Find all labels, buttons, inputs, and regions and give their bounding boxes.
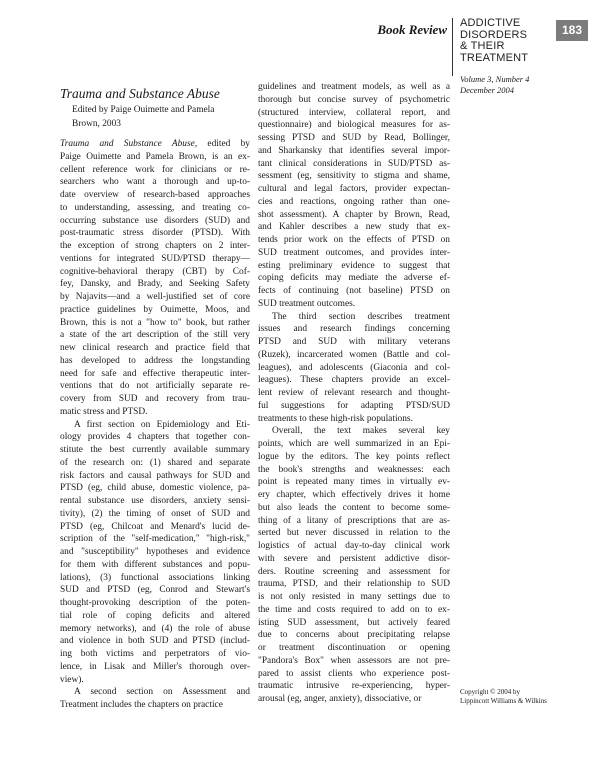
text-line: stitute the best currently available summary xyxy=(60,445,250,455)
text-line: cellent reference work for clinicians or re- xyxy=(60,164,250,175)
journal-title-line: ADDICTIVE xyxy=(460,17,521,29)
text-line: searchers who want a thorough and up-to- xyxy=(60,177,250,188)
editors-line: Brown, 2003 xyxy=(72,119,121,129)
copyright-notice xyxy=(460,688,570,706)
copyright-line: Copyright © 2004 by xyxy=(460,688,520,696)
issue-volume: Volume 3, Number 4 xyxy=(460,74,530,84)
text-line: a state of the art description of the still very xyxy=(60,330,250,341)
text-line: Brown, this is not a "how to" book, but rather xyxy=(60,317,250,328)
text-line: or treatment discontinuation or opening xyxy=(258,643,450,653)
text-line: ful suggestions for adapting PTSD/SUD xyxy=(258,400,450,411)
text-line: Overall, the text makes several key xyxy=(272,426,450,437)
text-line: tant clinical considerations in SUD/PTSD as- xyxy=(258,158,450,169)
text-line: Treatment includes the chapters on practice xyxy=(60,700,223,710)
text-line: A second section on Assessment and xyxy=(74,687,250,698)
header-rule xyxy=(452,18,453,76)
issue-date: December 2004 xyxy=(460,84,515,95)
text-line: date overview of research-based approaches xyxy=(60,190,250,200)
text-line: for them with different substances and popu- xyxy=(60,559,250,570)
text-line: SUD and PTSD (eg, Conrod and Stewart's xyxy=(60,585,250,596)
text-line: PTSD and SUD with military veterans xyxy=(258,337,450,347)
text-line: and violence in both SUD and PTSD (includ- xyxy=(60,636,250,647)
text-line: to understanding, assessing, and treating co- xyxy=(60,202,250,213)
text-line: (structured interview, collateral report, and xyxy=(258,107,450,118)
text-line: is not only resisted in many settings due to xyxy=(258,592,450,602)
text-line: PTSD (eg, Chilcoat and Menard's lucid de- xyxy=(60,521,250,532)
text-line: Trauma and Substance Abuse, edited by xyxy=(60,139,250,149)
text-line: thing of a litany of prescriptions that are as- xyxy=(258,515,450,526)
text-line: The third section describes treatment xyxy=(272,311,450,322)
text-line: by Najavits—and a well-justified set of core xyxy=(60,292,250,302)
text-line: lations), (3) functional associations linking xyxy=(60,572,250,583)
text-line: serted but never discussed in relation to the xyxy=(258,528,450,539)
text-line: practice guidelines by Ouimette, Moos, and xyxy=(60,304,250,315)
text-line: but also leads the content to become some- xyxy=(258,502,450,513)
text-line: need for safe and effective therapeutic inter- xyxy=(60,368,250,379)
text-line: Paige Ouimette and Pamela Brown, is an ex- xyxy=(60,151,250,162)
text-line: A first section on Epidemiology and Eti- xyxy=(74,419,250,430)
text-line: logue by the editors. The key points reflect xyxy=(258,451,450,462)
text-line: fects of continuing (not baseline) PTSD on xyxy=(258,286,450,296)
text-line: ventions for integrated SUD/PTSD therapy— xyxy=(60,253,250,264)
text-line: thought-provoking description of the poten- xyxy=(60,598,250,608)
book-title-inline: Trauma and Substance Abuse xyxy=(60,139,195,149)
text-line: tivity), (2) the timing of onset of SUD and xyxy=(60,508,250,519)
copyright-line: Lippincott Williams & Wilkins xyxy=(460,697,547,705)
article-title: Trauma and Substance Abuse xyxy=(60,86,220,101)
journal-title xyxy=(460,18,550,64)
text-line: ing both victims and perpetrators of vio- xyxy=(60,649,250,659)
journal-title-line: TREATMENT xyxy=(460,51,529,64)
text-line: the exception of strong chapters on 2 inter- xyxy=(60,241,250,251)
text-line: memory networks), and (4) the role of abuse xyxy=(60,623,250,634)
section-heading: Book Review xyxy=(377,22,447,37)
text-line: fey, Dansky, and Brady, and Seeking Safety xyxy=(60,279,250,290)
issue-info xyxy=(460,74,560,95)
text-line: sessment (eg, sensitivity to stigma and shame, xyxy=(258,171,450,182)
text-line: and Sharkansky that identifies several impor- xyxy=(258,145,450,156)
text-line: and "susceptibility" hypotheses and evidence xyxy=(60,547,250,557)
text-line: isting SUD assessment, but actively feared xyxy=(258,617,450,628)
text-line: points, which are well summarized in an Epi- xyxy=(258,439,450,449)
text-line: cognitive-behavioral therapy (CBT) by Cof- xyxy=(60,266,250,277)
text-line: shot assessment). A chapter by Brown, Read, xyxy=(258,209,450,220)
journal-title-line: DISORDERS xyxy=(460,28,528,41)
text-line: leagues). These chapters provide an excel- xyxy=(258,375,450,386)
text-line: the time and costs required to add on to ex- xyxy=(258,604,450,615)
article-editors xyxy=(72,103,252,131)
text-line: point is repeated many times in virtually ev- xyxy=(258,477,450,488)
text-line: esting preliminary evidence to suggest that xyxy=(258,260,450,271)
text-line: new clinical research and practice field that xyxy=(60,343,250,353)
text-line: occurring substance use disorders (SUD) and xyxy=(60,215,250,226)
text-line: logistics of actual day-to-day clinical work xyxy=(258,541,450,551)
text-line: coping deficits may mediate the adverse ef- xyxy=(258,273,450,284)
text-line: rental substance use disorders, anxiety sensi- xyxy=(60,496,250,506)
text-line: lent review of relevant research and thought- xyxy=(258,388,450,398)
text-line: and Kahler describes a new study that ex- xyxy=(258,222,450,233)
text-line: ology provides 4 chapters that together con- xyxy=(60,432,250,443)
text-line: pared to assist clients who experience post- xyxy=(258,668,450,679)
text-line: cultural and legal factors, provider expectan- xyxy=(258,184,450,194)
text-line: issues and research findings concerning xyxy=(258,324,450,335)
text-line: tial role of coping deficits and altered xyxy=(60,610,250,621)
text-line: view). xyxy=(60,674,84,685)
text-line: PTSD (eg, child abuse, domestic violence, pa- xyxy=(60,483,250,494)
text-line: covery from SUD and recovery from trau- xyxy=(60,394,250,404)
text-line: thorough but concise survey of psychometric xyxy=(258,94,450,105)
text-line: ery chapter, which effectively drives it home xyxy=(258,490,450,500)
text-line: of the research on: (1) shared and separate xyxy=(60,457,250,468)
editors-line: Edited by Paige Ouimette and Pamela xyxy=(72,105,215,115)
text-line: sessing PTSD and SUD by Read, Bollinger, xyxy=(258,133,450,143)
text-line: has developed to address the longstanding xyxy=(60,355,250,366)
text-line: SUD treatment outcomes, and provides inter- xyxy=(258,247,450,258)
body-column-left xyxy=(60,138,250,712)
text-line: treatments to these high-risk populations. xyxy=(258,413,413,424)
text-line: with severe and persistent addictive disor- xyxy=(258,553,450,564)
text-line: trauma, PTSD, and their relationship to SUD xyxy=(258,579,450,590)
text-line: leagues), and adolescents (Giaconia and col- xyxy=(258,362,450,373)
journal-title-line: & THEIR xyxy=(460,40,505,52)
text-line: the book's strengths and weaknesses: each xyxy=(258,464,450,475)
text-line: cies and reactions, ongoing rather than one- xyxy=(258,196,450,207)
text-line: ventions that do not artificially separate re- xyxy=(60,381,250,392)
text-line: tends prior work on the effects of PTSD on xyxy=(258,235,450,245)
body-column-right xyxy=(258,81,450,706)
text-line: due to concerns about precipitating relapse xyxy=(258,630,450,641)
text-line: scription of the "self-medication," "high-risk," xyxy=(60,534,250,545)
text-line: ders. Routine screening and assessment for xyxy=(258,566,450,577)
text-line: guidelines and treatment models, as well as a xyxy=(258,82,450,92)
text-line: arousal (eg, anger, anxiety), dissociative, or xyxy=(258,694,422,704)
page-number: 183 xyxy=(556,20,588,41)
text-line: matic stress and PTSD. xyxy=(60,406,148,417)
text-line: (Ruzek), incarcerated women (Battle and col- xyxy=(258,349,450,360)
text-line: questionnaire) and biological measures for as- xyxy=(258,120,450,131)
text-line: risk factors and causal pathways for SUD and xyxy=(60,470,250,481)
text-line: SUD treatment outcomes. xyxy=(258,298,356,309)
text-line: traumatic intrusive re-experiencing, hyper- xyxy=(258,681,450,692)
text-line: post-traumatic stress disorder (PTSD). With xyxy=(60,228,250,239)
text-line: "Pandora's Box" when assessors are not pre- xyxy=(258,655,450,666)
text-line: lence, in Lisak and Miller's thorough over- xyxy=(60,661,250,672)
